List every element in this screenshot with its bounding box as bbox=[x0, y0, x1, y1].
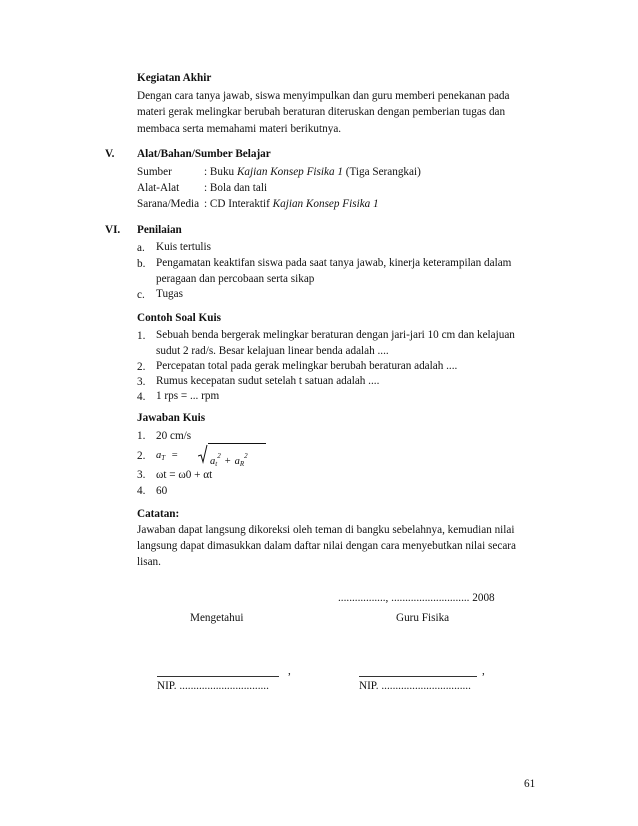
soal-number: 2. bbox=[137, 361, 146, 373]
sqrt-symbol bbox=[198, 444, 208, 462]
resource-key-sarana: Sarana/Media bbox=[137, 198, 200, 210]
jawaban-number: 3. bbox=[137, 469, 146, 481]
sqrt-bar bbox=[208, 443, 266, 444]
resource-value-alat: : Bola dan tali bbox=[204, 182, 268, 194]
jawaban-number: 1. bbox=[137, 430, 146, 442]
resource-key-sumber: Sumber bbox=[137, 166, 172, 178]
contoh-soal-heading: Contoh Soal Kuis bbox=[137, 312, 221, 324]
signature-line-left bbox=[157, 676, 279, 677]
date-line: ................., ............................ 2008 bbox=[338, 592, 495, 604]
nip-left: NIP. ................................ bbox=[157, 680, 269, 692]
signature-line-right bbox=[359, 676, 477, 677]
resource-value-sarana: : CD Interaktif Kajian Konsep Fisika 1 bbox=[204, 198, 379, 210]
sqrt-body: $a_t^2 + a_R^2$ bbox=[210, 452, 248, 468]
catatan-text: Jawaban dapat langsung dikoreksi oleh teman di bangku sebelahnya, kemudian nilai langsung dapat dimasukkan dalam daftar nilai dengan cara menyebutkan nilai secara lisan. bbox=[137, 524, 516, 568]
section-v-title: Alat/Bahan/Sumber Belajar bbox=[137, 148, 271, 160]
soal-number: 3. bbox=[137, 376, 146, 388]
resource-value-sumber: : Buku Kajian Konsep Fisika 1 (Tiga Serangkai) bbox=[204, 166, 421, 178]
jawaban-number: 2. bbox=[137, 450, 146, 462]
soal-text: Sebuah benda bergerak melingkar beraturan dengan jari-jari 10 cm dan kelajuan sudut 2 rad/s. Besar kelajuan linear benda adalah .... bbox=[156, 329, 515, 357]
soal-text: Rumus kecepatan sudut setelah t satuan adalah .... bbox=[156, 375, 380, 387]
jawaban-1: 20 cm/s bbox=[156, 430, 192, 442]
jawaban-3: ωt = ω0 + αt bbox=[156, 469, 213, 481]
jawaban-2-formula: $a_T$ = $a_t^2 + a_R^2$ bbox=[156, 448, 182, 466]
kegiatan-akhir-text: Dengan cara tanya jawab, siswa menyimpulkan dan guru memberi penekanan pada materi gerak melingkar berubah beraturan diteruskan dengan pemberian tugas dan membaca serta memahami materi berikutnya. bbox=[137, 90, 510, 135]
section-vi-title: Penilaian bbox=[137, 224, 182, 236]
right-title: Guru Fisika bbox=[396, 612, 450, 624]
soal-number: 4. bbox=[137, 391, 146, 403]
section-vi-number: VI. bbox=[105, 224, 121, 236]
soal-text: 1 rps = ... rpm bbox=[156, 390, 220, 402]
penilaian-label: b. bbox=[137, 258, 146, 270]
signature-comma-right: , bbox=[482, 665, 485, 677]
penilaian-item: Pengamatan keaktifan siswa pada saat tanya jawab, kinerja keterampilan dalam peragaan dan percobaan serta sikap bbox=[156, 257, 512, 285]
section-v-number: V. bbox=[105, 148, 115, 160]
signature-comma-left: , bbox=[288, 665, 291, 677]
penilaian-item: Kuis tertulis bbox=[156, 241, 212, 253]
catatan-heading: Catatan: bbox=[137, 508, 180, 520]
soal-number: 1. bbox=[137, 330, 146, 342]
soal-text: Percepatan total pada gerak melingkar berubah beraturan adalah .... bbox=[156, 360, 458, 372]
page-number: 61 bbox=[524, 778, 536, 790]
jawaban-4: 60 bbox=[156, 485, 168, 497]
penilaian-label: c. bbox=[137, 289, 145, 301]
penilaian-item: Tugas bbox=[156, 288, 183, 300]
nip-right: NIP. ................................ bbox=[359, 680, 471, 692]
jawaban-number: 4. bbox=[137, 485, 146, 497]
penilaian-label: a. bbox=[137, 242, 145, 254]
jawaban-heading: Jawaban Kuis bbox=[137, 412, 206, 424]
resource-key-alat: Alat-Alat bbox=[137, 182, 180, 194]
left-title: Mengetahui bbox=[190, 612, 244, 624]
kegiatan-akhir-heading: Kegiatan Akhir bbox=[137, 72, 212, 84]
